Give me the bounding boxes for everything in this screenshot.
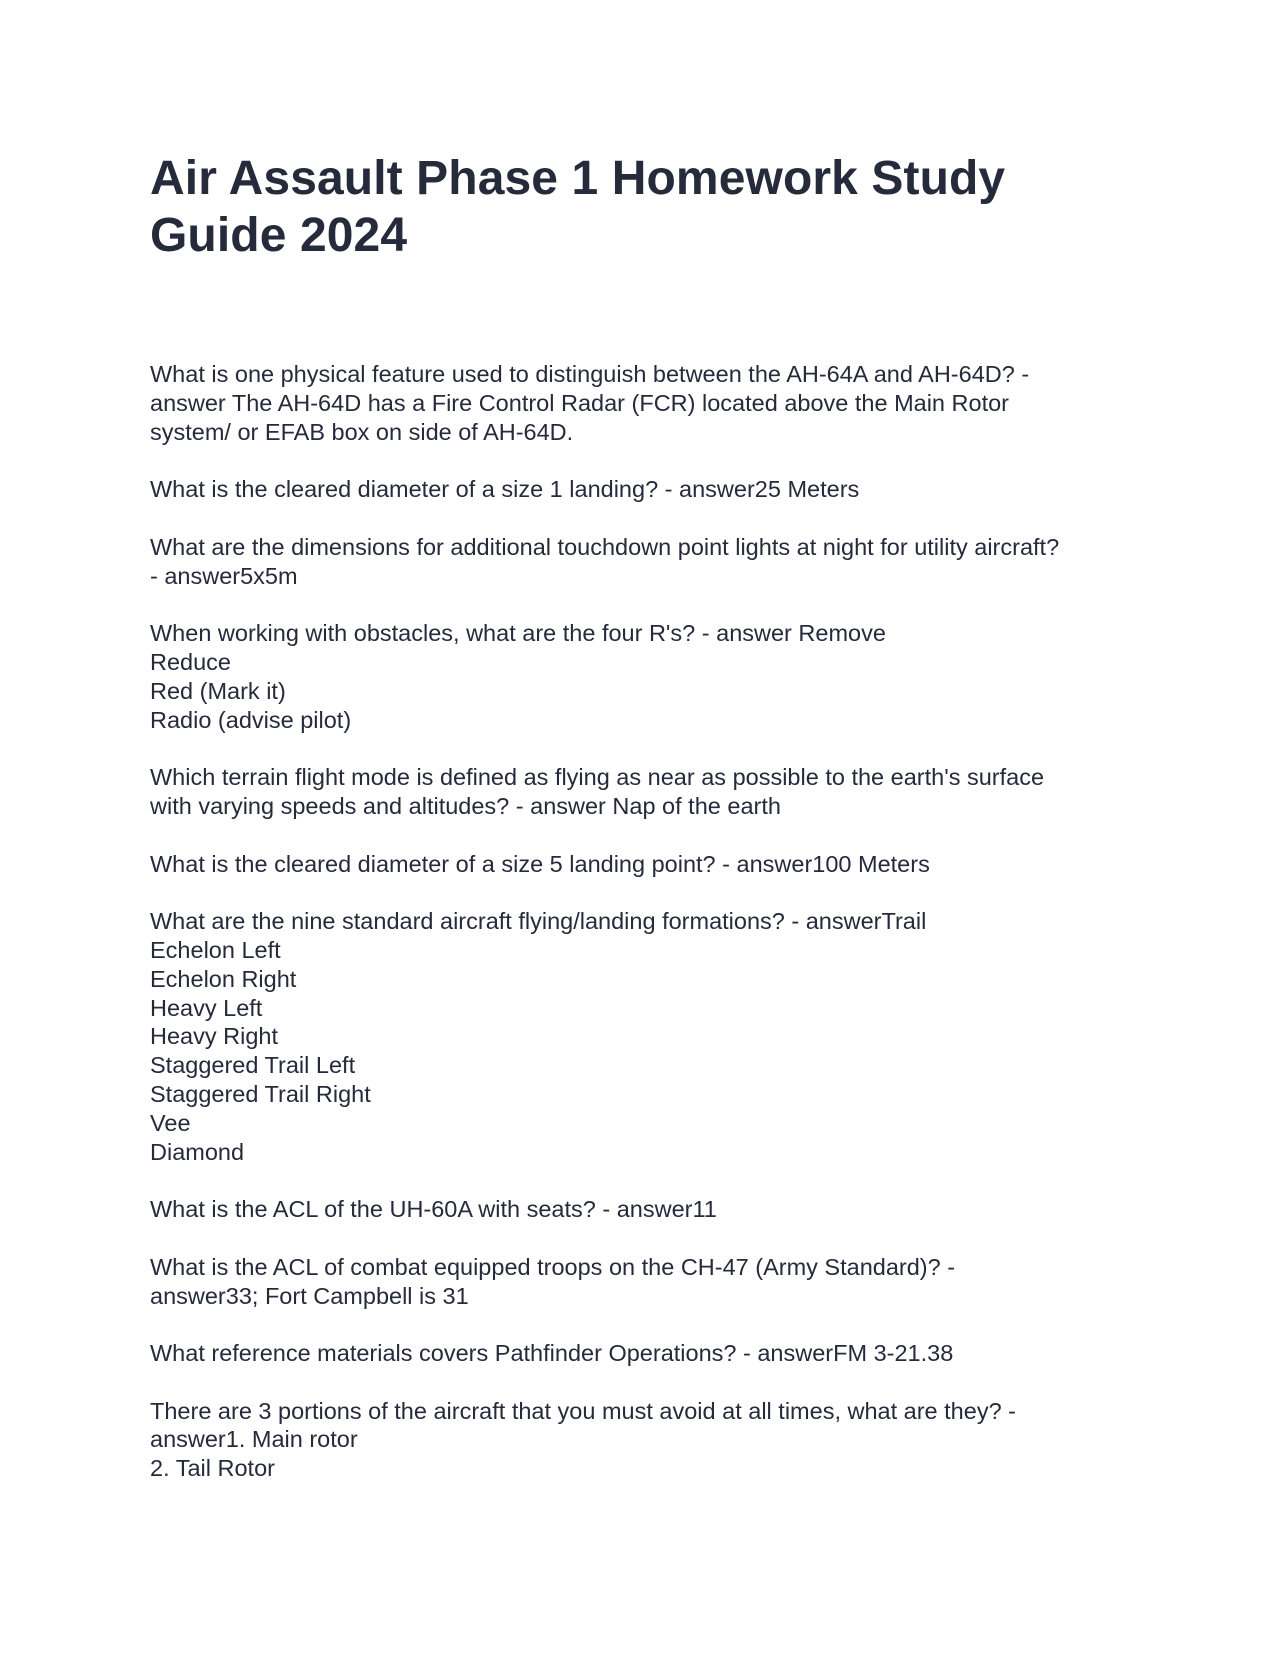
qa-item: What is one physical feature used to distinguish between the AH-64A and AH-64D? - answer The AH-64D has a Fire Control Radar (FCR) located above the Main Rotor system/ or EFAB box on side of AH-64D.	[150, 361, 1030, 445]
qa-item: What reference materials covers Pathfinder Operations? - answerFM 3-21.38	[150, 1340, 954, 1367]
document-title: Air Assault Phase 1 Homework Study Guide 2024	[150, 152, 1006, 262]
document-page	[150, 150, 1140, 1512]
qa-list	[150, 360, 1140, 1483]
qa-item: What are the dimensions for additional touchdown point lights at night for utility aircraft? - answer5x5m	[150, 533, 1060, 589]
qa-item: What is the cleared diameter of a size 5 landing point? - answer100 Meters	[150, 850, 930, 877]
qa-item: There are 3 portions of the aircraft that you must avoid at all times, what are they? - answer1. Main rotor 2. Tail Rotor	[150, 1397, 1017, 1482]
qa-item: When working with obstacles, what are the four R's? - answer Remove Reduce Red (Mark it) Radio (advise pilot)	[150, 620, 886, 733]
qa-item: What is the ACL of the UH-60A with seats? - answer11	[150, 1196, 717, 1223]
qa-item: What is the ACL of combat equipped troops on the CH-47 (Army Standard)? - answer33; Fort Campbell is 31	[150, 1253, 956, 1309]
qa-item: What are the nine standard aircraft flying/landing formations? - answerTrail Echelon Left Echelon Right Heavy Left Heavy Right Staggered Trail Left Staggered Trail Right Vee Diamond	[150, 908, 927, 1165]
qa-item: Which terrain flight mode is defined as flying as near as possible to the earth's surface with varying speeds and altitudes? - answer Nap of the earth	[150, 764, 1045, 819]
qa-item: What is the cleared diameter of a size 1 landing? - answer25 Meters	[150, 476, 860, 503]
